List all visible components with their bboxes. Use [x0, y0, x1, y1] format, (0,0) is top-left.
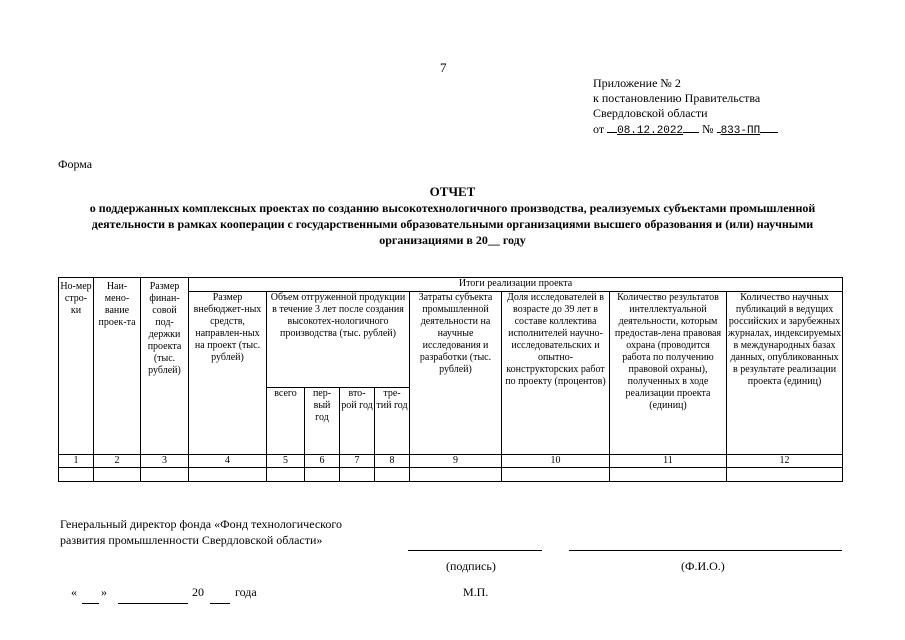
date-day-line[interactable] — [82, 603, 99, 604]
header-shipped-volume: Объем отгруженной продукции в течение 3 лет после создания высокотех-нологичного производства (тыс. рублей) — [267, 292, 410, 388]
table-cell[interactable] — [94, 468, 141, 482]
header-rnd-costs: Затраты субъекта промышленной деятельности на научные исследования и разработки (тыс. рублей) — [410, 292, 502, 455]
decree-number: 833-ПП — [720, 125, 761, 137]
column-number: 6 — [305, 455, 340, 468]
form-label: Форма — [58, 157, 93, 171]
appendix-region-line: Свердловской области — [593, 106, 708, 120]
table-cell[interactable] — [610, 468, 727, 482]
header-publications: Количество научных публикаций в ведущих российских и зарубежных журналах, индексируемых в международных базах данных, опубликованных в результате реализации проекта (единиц) — [727, 292, 843, 455]
column-number: 1 — [59, 455, 94, 468]
column-number: 3 — [141, 455, 189, 468]
report-table — [58, 277, 843, 482]
header-sub-year1: пер-вый год — [305, 388, 340, 455]
signer-line-1: Генеральный директор фонда «Фонд технологического — [60, 517, 342, 531]
number-label: № — [702, 122, 714, 136]
column-number: 2 — [94, 455, 141, 468]
column-number: 10 — [502, 455, 610, 468]
date-year-prefix: 20 — [192, 585, 204, 599]
date-underline-left — [607, 121, 617, 133]
table-cell[interactable] — [375, 468, 410, 482]
header-row-number: Но-мер стро-ки — [59, 278, 94, 455]
page-number: 7 — [440, 60, 447, 75]
name-line[interactable] — [569, 550, 842, 551]
header-row-1 — [59, 278, 843, 292]
column-number: 9 — [410, 455, 502, 468]
date-underline-right — [683, 121, 699, 133]
signature-caption: (подпись) — [446, 559, 496, 573]
header-results-group: Итоги реализации проекта — [189, 278, 843, 292]
column-number-row — [59, 455, 843, 468]
signer-title — [60, 516, 342, 548]
header-young-researchers: Доля исследователей в возрасте до 39 лет в составе коллектива исполнителей научно-исследовательских и опытно-конструкторских работ по проекту (процентов) — [502, 292, 610, 455]
signature-line[interactable] — [408, 550, 542, 551]
table-cell[interactable] — [189, 468, 267, 482]
table-cell[interactable] — [267, 468, 305, 482]
appendix-title: Приложение № 2 — [593, 76, 681, 90]
column-number: 5 — [267, 455, 305, 468]
column-number: 11 — [610, 455, 727, 468]
report-title: ОТЧЕТ — [429, 184, 476, 199]
appendix-decree-line: к постановлению Правительства — [593, 91, 761, 105]
report-subtitle: о поддержанных комплексных проектах по созданию высокотехнологичного производства, реализуемых субъектами промышленной деятельности в рамках кооперации с государственными образовательными организациями высшего образования и (или) научными организациями в 20__ году — [89, 201, 816, 247]
header-sub-year3: тре-тий год — [375, 388, 410, 455]
table-cell[interactable] — [141, 468, 189, 482]
column-number: 7 — [340, 455, 375, 468]
table-cell[interactable] — [59, 468, 94, 482]
signer-line-2: развития промышленности Свердловской области» — [60, 533, 323, 547]
table-cell[interactable] — [727, 468, 843, 482]
from-label: от — [593, 122, 605, 136]
date-close-quote: » — [101, 585, 107, 599]
header-project-name: Наи-мено-вание проек-та — [94, 278, 141, 455]
table-cell[interactable] — [502, 468, 610, 482]
header-sub-year2: вто-рой год — [340, 388, 375, 455]
number-underline-right — [760, 121, 778, 133]
table-cell[interactable] — [340, 468, 375, 482]
appendix-date-number-line — [593, 121, 778, 139]
date-year-suffix: года — [235, 585, 257, 599]
appendix-header — [593, 76, 778, 139]
header-sub-total: всего — [267, 388, 305, 455]
column-number: 12 — [727, 455, 843, 468]
empty-data-row — [59, 468, 843, 482]
decree-date: 08.12.2022 — [617, 125, 684, 137]
name-caption: (Ф.И.О.) — [681, 559, 725, 573]
header-ip-results: Количество результатов интеллектуальной деятельности, которым предостав-лена правовая охрана (проводится работа по получению правовой охраны), полученных в ходе реализации проекта (единиц) — [610, 292, 727, 455]
column-number: 4 — [189, 455, 267, 468]
header-extrabudget: Размер внебюджет-ных средств, направлен-ных на проект (тыс. рублей) — [189, 292, 267, 455]
table-cell[interactable] — [305, 468, 340, 482]
date-year-line[interactable] — [210, 603, 230, 604]
stamp-label: М.П. — [463, 585, 489, 599]
table-cell[interactable] — [410, 468, 502, 482]
date-open-quote: « — [71, 585, 77, 599]
header-financial-support: Размер финан-совой под-держки проекта (тыс. рублей) — [141, 278, 189, 455]
column-number: 8 — [375, 455, 410, 468]
date-month-line[interactable] — [118, 603, 188, 604]
